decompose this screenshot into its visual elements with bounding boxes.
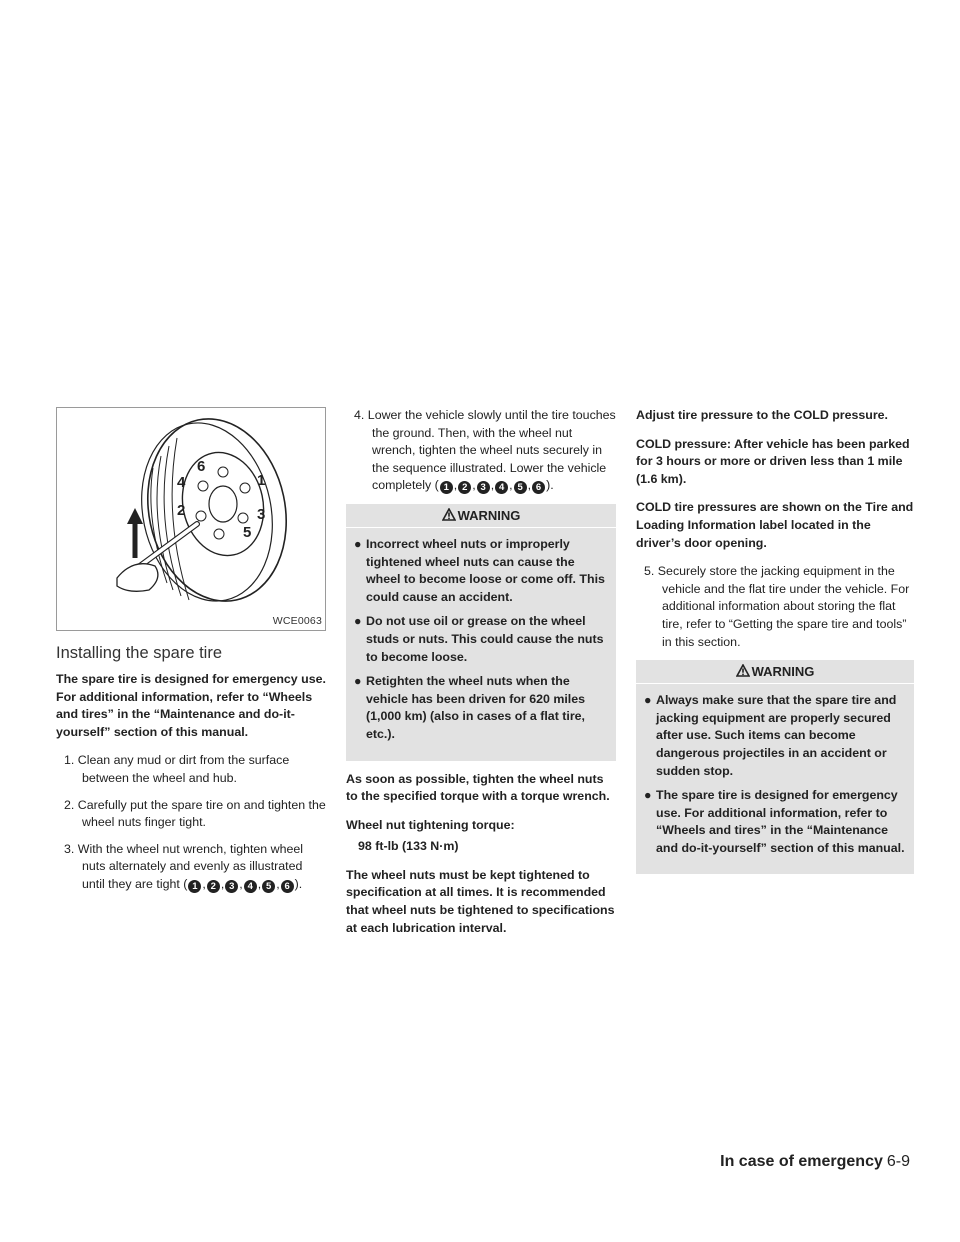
callout-6: 6: [197, 458, 206, 475]
middle-body: [346, 407, 616, 948]
pressure-cold: COLD pressure: After vehicle has been parked for 3 hours or more or driven less than 1 mile (1.6 km).: [636, 436, 910, 486]
warning-item: ● The spare tire is designed for emergency use. For additional information, refer to “Wheels and tires” in the “Maintenance and do-it-yourself” section of this manual.: [644, 788, 905, 855]
callout-3: 3: [257, 506, 266, 523]
seq-4: 4: [244, 880, 257, 893]
callout-5: 5: [243, 524, 252, 541]
step-3: 3. With the wheel nut wrench, tighten wheel nuts alternately and evenly as illustrated until they are tight ( 1 , 2 , 3 , 4 , 5 , 6 ).: [64, 841, 304, 892]
section-body: [56, 671, 326, 903]
warning-box-2: [636, 660, 914, 874]
pressure-adjust: Adjust tire pressure to the COLD pressure.: [636, 408, 888, 422]
warning-triangle-icon: [442, 508, 456, 521]
bullet-icon: ●: [354, 614, 362, 629]
torque-value: 98 ft-lb (133 N·m): [358, 839, 459, 854]
warning-item: ● Retighten the wheel nuts when the vehicle has been driven for 620 miles (1,000 km) (also in cases of a flat tire, etc.).: [354, 674, 586, 741]
callout-1: 1: [257, 472, 266, 489]
section-title: Installing the spare tire: [56, 644, 223, 662]
bullet-icon: ●: [354, 536, 362, 551]
torque-note: The wheel nuts must be kept tightened to specification at all times. It is recommended that wheel nuts be tightened to specifications at each lubrication interval.: [346, 867, 615, 935]
warning-list-2: [642, 692, 908, 857]
step-2: 2. Carefully put the spare tire on and tighten the wheel nuts finger tight.: [64, 797, 326, 830]
figure-id: WCE0063: [272, 615, 322, 627]
step-4: 4. Lower the vehicle slowly until the tire touches the ground. Then, with the wheel nut wrench, tighten the wheel nuts securely in the sequence illustrated. Lower the vehicle completely ( 1 , 2 , 3 , 4 , 5 , 6 ).: [354, 408, 616, 494]
bullet-icon: ●: [644, 693, 652, 708]
seq-3: 3: [225, 880, 238, 893]
callout-4: 4: [177, 474, 186, 491]
step-1: 1. Clean any mud or dirt from the surface between the wheel and hub.: [64, 753, 290, 785]
pressure-label: COLD tire pressures are shown on the Tire and Loading Information label located in the driver’s door opening.: [636, 500, 914, 550]
bullet-icon: ●: [644, 788, 652, 803]
wheel-nut-sequence-diagram: [57, 408, 325, 630]
seq-5: 5: [514, 481, 527, 494]
seq-6: 6: [281, 880, 294, 893]
warning-box-1: [346, 504, 616, 761]
seq-4: 4: [495, 481, 508, 494]
warning-item: ● Incorrect wheel nuts or improperly tightened wheel nuts can cause the wheel to become loose or come off. This could cause an accident.: [354, 536, 605, 604]
warning-item: ● Always make sure that the spare tire and jacking equipment are properly secured after use. Such items can become dangerous projectiles in an accident or sudden stop.: [644, 693, 897, 778]
steps-list: [56, 752, 326, 893]
seq-1: 1: [188, 880, 201, 893]
bullet-icon: ●: [354, 674, 362, 689]
seq-3: 3: [477, 481, 490, 494]
right-body: [636, 407, 914, 884]
footer-section: In case of emergency: [720, 1153, 883, 1170]
callout-2: 2: [177, 502, 186, 519]
seq-5: 5: [262, 880, 275, 893]
steps-list-cont: [346, 407, 616, 495]
step-5: 5. Securely store the jacking equipment in the vehicle and the flat tire under the vehicle. For additional information about storing the flat tire, refer to “Getting the spare tire and tools” in this section.: [644, 564, 910, 649]
seq-2: 2: [458, 481, 471, 494]
seq-6: 6: [532, 481, 545, 494]
warning-item: ● Do not use oil or grease on the wheel studs or nuts. This could cause the nuts to become loose.: [354, 614, 604, 664]
torque-label: Wheel nut tightening torque:: [346, 817, 515, 832]
warning-heading: WARNING: [636, 660, 914, 684]
warning-list-1: [352, 536, 610, 744]
torque-asap: As soon as possible, tighten the wheel nuts to the specified torque with a torque wrench.: [346, 771, 610, 804]
page-number: 6-9: [886, 1153, 910, 1170]
intro-text: The spare tire is designed for emergency use. For additional information, refer to “Wheels and tires” in the “Maintenance and do-it-yourself” section of this manual.: [56, 672, 326, 739]
warning-triangle-icon: [736, 664, 750, 677]
seq-1: 1: [440, 481, 453, 494]
page-footer: [720, 1153, 910, 1171]
warning-heading: WARNING: [346, 504, 616, 528]
seq-2: 2: [207, 880, 220, 893]
steps-list-end: [636, 563, 914, 651]
tire-illustration: [56, 407, 326, 631]
